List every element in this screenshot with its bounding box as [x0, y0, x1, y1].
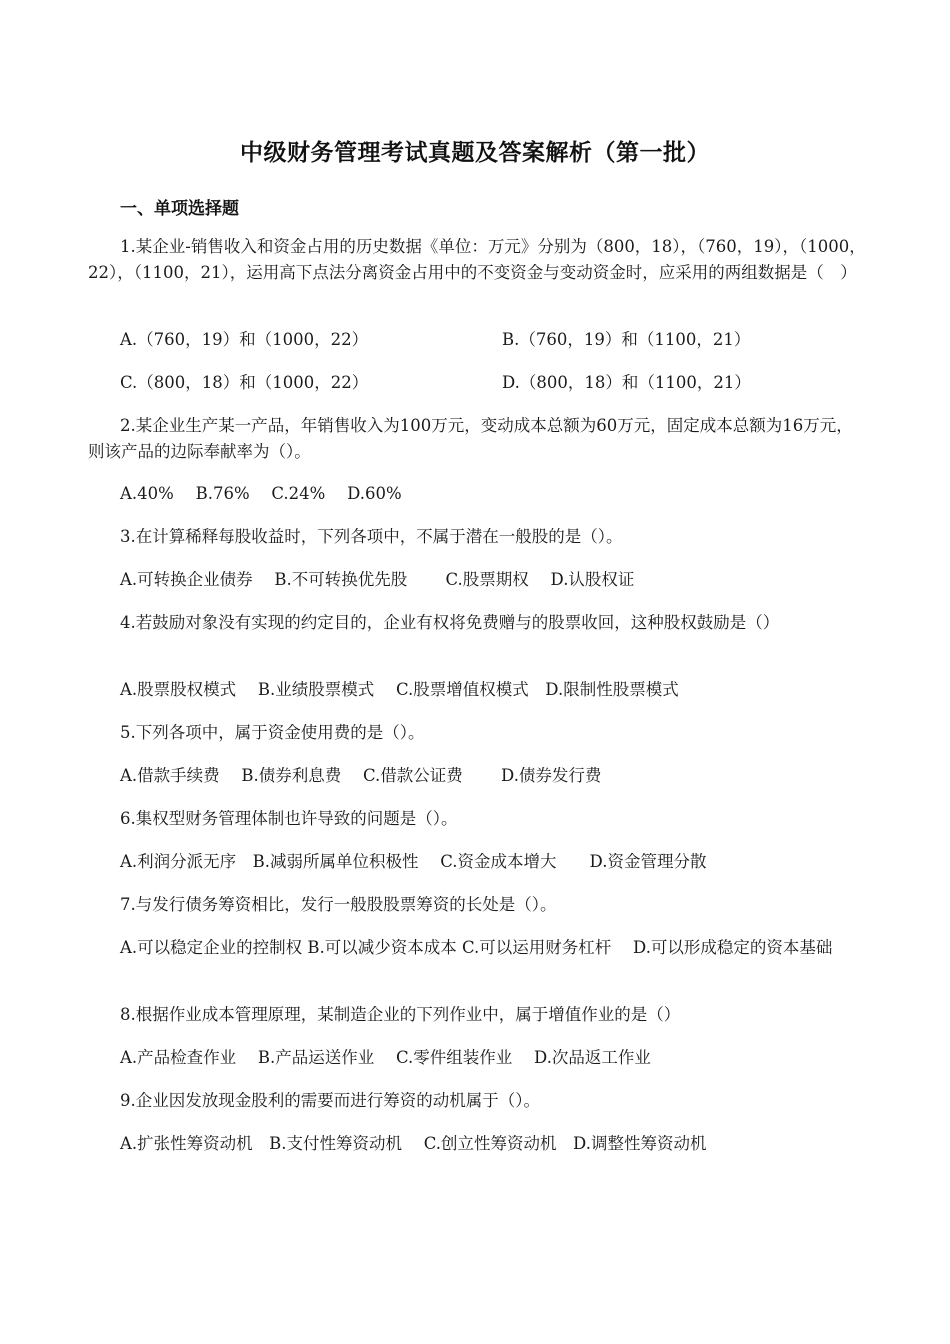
question-3-options: A.可转换企业债券 B.不可转换优先股 C.股票期权 D.认股权证 — [120, 570, 635, 589]
question-7-text: 7.与发行债务筹资相比，发行一般股股票筹资的长处是（）。 — [120, 895, 557, 914]
question-4-options: A.股票股权模式 B.业绩股票模式 C.股票增值权模式 D.限制性股票模式 — [120, 680, 679, 699]
section-heading: 一、单项选择题 — [120, 199, 239, 219]
question-2-options: A.40% B.76% C.24% D.60% — [120, 484, 402, 503]
question-9-options: A.扩张性筹资动机 B.支付性筹资动机 C.创立性筹资动机 D.调整性筹资动机 — [120, 1134, 707, 1153]
question-5-text: 5.下列各项中，属于资金使用费的是（）。 — [120, 723, 425, 742]
question-1-option-c: C.（800，18）和（1000，22） — [120, 373, 369, 392]
question-1-option-a: A.（760，19）和（1000，22） — [120, 330, 369, 349]
question-8-options: A.产品检查作业 B.产品运送作业 C.零件组装作业 D.次品返工作业 — [120, 1048, 651, 1067]
document-title: 中级财务管理考试真题及答案解析（第一批） — [240, 140, 710, 166]
question-5-options: A.借款手续费 B.债券利息费 C.借款公证费 D.债券发行费 — [120, 766, 602, 785]
question-2-text: 2.某企业生产某一产品，年销售收入为100万元，变动成本总额为60万元，固定成本总额为16万元，则该产品的边际奉献率为（）。 — [88, 416, 853, 461]
question-8-text: 8.根据作业成本管理原理，某制造企业的下列作业中，属于增值作业的是（） — [120, 1005, 681, 1024]
question-6-text: 6.集权型财务管理体制也许导致的问题是（）。 — [120, 809, 458, 828]
question-4-text: 4.若鼓励对象没有实现的约定目的，企业有权将免费赠与的股票收回，这种股权鼓励是（） — [120, 613, 780, 632]
question-7-options: A.可以稳定企业的控制权 B.可以减少资本成本 C.可以运用财务杠杆 D.可以形成稳定的资本基础 — [120, 938, 833, 957]
question-1-text: 1.某企业-销售收入和资金占用的历史数据《单位：万元》分别为（800，18），（760，19），（1000，22），（1100，21），运用高下点法分离资金占用中的不变资金与变动资金时，应采用的两组数据是（ ） — [88, 237, 866, 282]
question-1-option-b: B.（760，19）和（1100，21） — [502, 330, 751, 349]
question-1-option-d: D.（800，18）和（1100，21） — [502, 373, 751, 392]
question-9-text: 9.企业因发放现金股利的需要而进行筹资的动机属于（）。 — [120, 1091, 540, 1110]
question-3-text: 3.在计算稀释每股收益时，下列各项中，不属于潜在一般股的是（）。 — [120, 527, 623, 546]
question-6-options: A.利润分派无序 B.减弱所属单位积极性 C.资金成本增大 D.资金管理分散 — [120, 852, 707, 871]
